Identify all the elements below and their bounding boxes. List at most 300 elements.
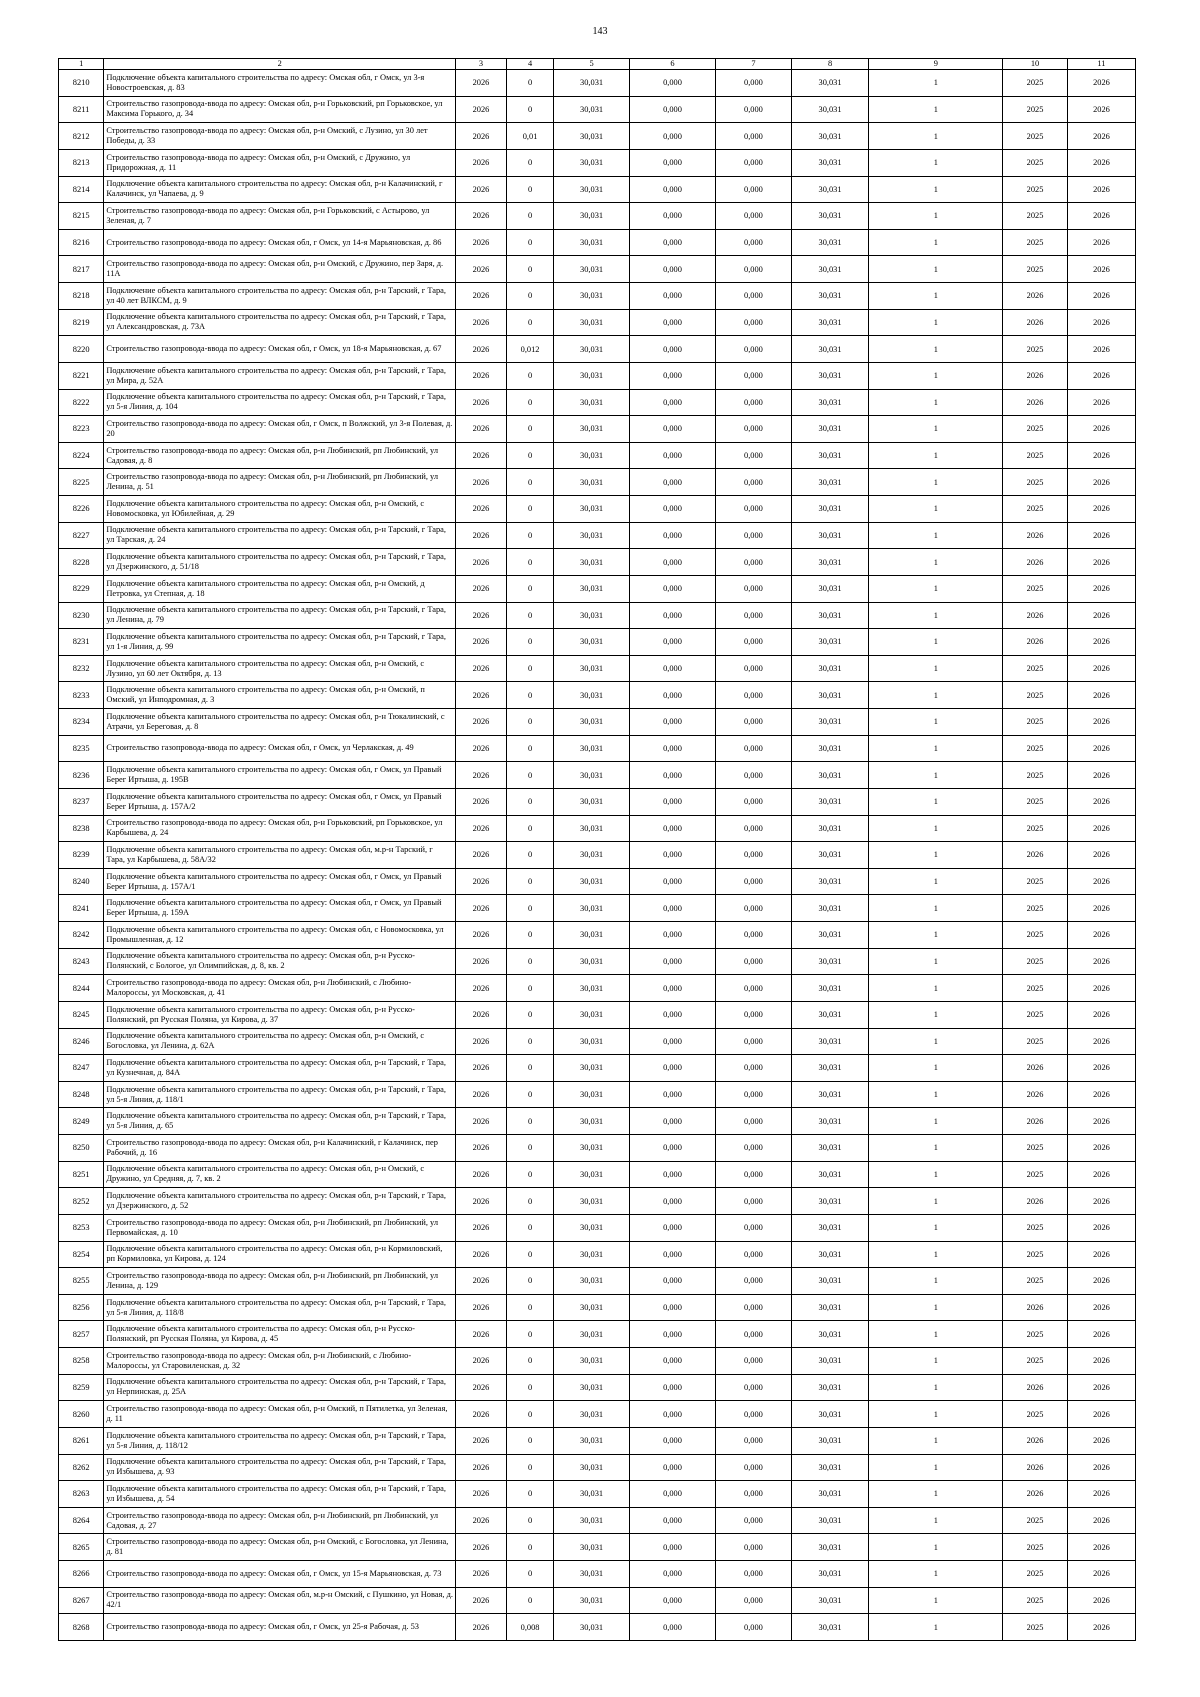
- row-number-cell: 8210: [59, 70, 104, 97]
- value-6-cell: 0,000: [629, 416, 715, 443]
- value-5-cell: 30,031: [554, 389, 630, 416]
- value-8-cell: 30,031: [791, 203, 869, 230]
- object-name-cell: Подключение объекта капитального строительства по адресу: Омская обл, р-н Омский, д Петровка, ул Степная, д. 18: [104, 575, 456, 602]
- value-7-cell: 0,000: [716, 868, 792, 895]
- row-number-cell: 8221: [59, 362, 104, 389]
- object-name-cell: Подключение объекта капитального строительства по адресу: Омская обл, р-н Тарский, г Тара, ул Избышева, д. 54: [104, 1481, 456, 1508]
- count-cell: 1: [869, 1427, 1003, 1454]
- end-year-cell: 2026: [1067, 70, 1135, 97]
- start-year-cell: 2025: [1003, 229, 1068, 256]
- value-5-cell: 30,031: [554, 1507, 630, 1534]
- end-year-cell: 2026: [1067, 682, 1135, 709]
- row-number-cell: 8245: [59, 1001, 104, 1028]
- length-cell: 0: [506, 948, 553, 975]
- register-table: [58, 58, 1136, 1641]
- start-year-cell: 2025: [1003, 922, 1068, 949]
- value-6-cell: 0,000: [629, 948, 715, 975]
- row-number-cell: 8228: [59, 549, 104, 576]
- value-5-cell: 30,031: [554, 283, 630, 310]
- length-cell: 0: [506, 815, 553, 842]
- value-8-cell: 30,031: [791, 1427, 869, 1454]
- object-name-cell: Подключение объекта капитального строительства по адресу: Омская обл, р-н Тарский, г Тара, ул Мира, д. 52А: [104, 362, 456, 389]
- row-number-cell: 8257: [59, 1321, 104, 1348]
- start-year-cell: 2025: [1003, 1561, 1068, 1588]
- table-row: [59, 575, 1136, 602]
- value-8-cell: 30,031: [791, 1321, 869, 1348]
- end-year-cell: 2026: [1067, 762, 1135, 789]
- value-5-cell: 30,031: [554, 1108, 630, 1135]
- value-8-cell: 30,031: [791, 1534, 869, 1561]
- row-number-cell: 8250: [59, 1135, 104, 1162]
- end-year-cell: 2026: [1067, 1268, 1135, 1295]
- value-6-cell: 0,000: [629, 1241, 715, 1268]
- table-row: [59, 496, 1136, 523]
- value-5-cell: 30,031: [554, 1614, 630, 1641]
- end-year-cell: 2026: [1067, 442, 1135, 469]
- value-7-cell: 0,000: [716, 1001, 792, 1028]
- value-6-cell: 0,000: [629, 1587, 715, 1614]
- value-7-cell: 0,000: [716, 256, 792, 283]
- start-year-cell: 2025: [1003, 1028, 1068, 1055]
- table-row: [59, 895, 1136, 922]
- year-cell: 2026: [456, 336, 507, 363]
- value-7-cell: 0,000: [716, 1161, 792, 1188]
- column-header: 3: [456, 59, 507, 70]
- value-7-cell: 0,000: [716, 975, 792, 1002]
- table-row: [59, 788, 1136, 815]
- value-6-cell: 0,000: [629, 815, 715, 842]
- table-row: [59, 123, 1136, 150]
- table-row: [59, 1321, 1136, 1348]
- value-7-cell: 0,000: [716, 629, 792, 656]
- length-cell: 0: [506, 1321, 553, 1348]
- year-cell: 2026: [456, 1507, 507, 1534]
- value-5-cell: 30,031: [554, 469, 630, 496]
- year-cell: 2026: [456, 70, 507, 97]
- end-year-cell: 2026: [1067, 1294, 1135, 1321]
- table-row: [59, 735, 1136, 762]
- year-cell: 2026: [456, 1374, 507, 1401]
- row-number-cell: 8244: [59, 975, 104, 1002]
- value-8-cell: 30,031: [791, 389, 869, 416]
- row-number-cell: 8231: [59, 629, 104, 656]
- end-year-cell: 2026: [1067, 948, 1135, 975]
- end-year-cell: 2026: [1067, 975, 1135, 1002]
- count-cell: 1: [869, 1108, 1003, 1135]
- start-year-cell: 2025: [1003, 1534, 1068, 1561]
- start-year-cell: 2025: [1003, 336, 1068, 363]
- year-cell: 2026: [456, 1241, 507, 1268]
- value-6-cell: 0,000: [629, 1561, 715, 1588]
- end-year-cell: 2026: [1067, 336, 1135, 363]
- value-6-cell: 0,000: [629, 1294, 715, 1321]
- value-7-cell: 0,000: [716, 1294, 792, 1321]
- value-8-cell: 30,031: [791, 469, 869, 496]
- length-cell: 0: [506, 868, 553, 895]
- table-row: [59, 629, 1136, 656]
- value-8-cell: 30,031: [791, 895, 869, 922]
- value-5-cell: 30,031: [554, 522, 630, 549]
- year-cell: 2026: [456, 948, 507, 975]
- year-cell: 2026: [456, 655, 507, 682]
- start-year-cell: 2026: [1003, 629, 1068, 656]
- year-cell: 2026: [456, 895, 507, 922]
- value-6-cell: 0,000: [629, 1055, 715, 1082]
- object-name-cell: Строительство газопровода-ввода по адресу: Омская обл, г Омск, ул 15-я Марьяновская, д. 73: [104, 1561, 456, 1588]
- object-name-cell: Подключение объекта капитального строительства по адресу: Омская обл, р-н Тюкалинский, с Атрачи, ул Береговая, д. 8: [104, 709, 456, 736]
- start-year-cell: 2025: [1003, 1161, 1068, 1188]
- year-cell: 2026: [456, 283, 507, 310]
- end-year-cell: 2026: [1067, 522, 1135, 549]
- end-year-cell: 2026: [1067, 1507, 1135, 1534]
- value-8-cell: 30,031: [791, 655, 869, 682]
- end-year-cell: 2026: [1067, 1161, 1135, 1188]
- value-6-cell: 0,000: [629, 123, 715, 150]
- object-name-cell: Подключение объекта капитального строительства по адресу: Омская обл, г Омск, ул Правый Берег Иртыша, д. 195В: [104, 762, 456, 789]
- count-cell: 1: [869, 602, 1003, 629]
- value-5-cell: 30,031: [554, 362, 630, 389]
- value-7-cell: 0,000: [716, 1028, 792, 1055]
- value-6-cell: 0,000: [629, 203, 715, 230]
- count-cell: 1: [869, 70, 1003, 97]
- table-row: [59, 256, 1136, 283]
- value-6-cell: 0,000: [629, 1374, 715, 1401]
- value-8-cell: 30,031: [791, 1481, 869, 1508]
- object-name-cell: Подключение объекта капитального строительства по адресу: Омская обл, р-н Русско-Полянский, рп Русская Поляна, ул Кирова, д. 45: [104, 1321, 456, 1348]
- object-name-cell: Подключение объекта капитального строительства по адресу: Омская обл, р-н Тарский, г Тара, ул 5-я Линия, д. 118/8: [104, 1294, 456, 1321]
- object-name-cell: Строительство газопровода-ввода по адресу: Омская обл, м.р-н Омский, с Пушкино, ул Новая, д. 42/1: [104, 1587, 456, 1614]
- year-cell: 2026: [456, 1614, 507, 1641]
- object-name-cell: Строительство газопровода-ввода по адресу: Омская обл, р-н Омский, п Пятилетка, ул Зеленая, д. 11: [104, 1401, 456, 1428]
- row-number-cell: 8225: [59, 469, 104, 496]
- object-name-cell: Строительство газопровода-ввода по адресу: Омская обл, р-н Горьковский, рп Горьковское, ул Максима Горького, д. 34: [104, 96, 456, 123]
- row-number-cell: 8234: [59, 709, 104, 736]
- length-cell: 0: [506, 1374, 553, 1401]
- value-7-cell: 0,000: [716, 1427, 792, 1454]
- value-7-cell: 0,000: [716, 123, 792, 150]
- count-cell: 1: [869, 788, 1003, 815]
- value-7-cell: 0,000: [716, 842, 792, 869]
- start-year-cell: 2025: [1003, 149, 1068, 176]
- end-year-cell: 2026: [1067, 1614, 1135, 1641]
- object-name-cell: Подключение объекта капитального строительства по адресу: Омская обл, р-н Тарский, г Тара, ул 5-я Линия, д. 118/12: [104, 1427, 456, 1454]
- row-number-cell: 8237: [59, 788, 104, 815]
- object-name-cell: Строительство газопровода-ввода по адресу: Омская обл, р-н Омский, с Дружино, пер Заря, д. 11А: [104, 256, 456, 283]
- length-cell: 0: [506, 1294, 553, 1321]
- value-5-cell: 30,031: [554, 1587, 630, 1614]
- end-year-cell: 2026: [1067, 735, 1135, 762]
- length-cell: 0: [506, 1401, 553, 1428]
- value-5-cell: 30,031: [554, 735, 630, 762]
- table-row: [59, 70, 1136, 97]
- value-8-cell: 30,031: [791, 336, 869, 363]
- table-row: [59, 469, 1136, 496]
- end-year-cell: 2026: [1067, 1055, 1135, 1082]
- value-8-cell: 30,031: [791, 788, 869, 815]
- start-year-cell: 2026: [1003, 309, 1068, 336]
- row-number-cell: 8224: [59, 442, 104, 469]
- value-6-cell: 0,000: [629, 1348, 715, 1375]
- row-number-cell: 8236: [59, 762, 104, 789]
- year-cell: 2026: [456, 469, 507, 496]
- start-year-cell: 2025: [1003, 496, 1068, 523]
- end-year-cell: 2026: [1067, 815, 1135, 842]
- end-year-cell: 2026: [1067, 1561, 1135, 1588]
- count-cell: 1: [869, 1188, 1003, 1215]
- year-cell: 2026: [456, 203, 507, 230]
- table-row: [59, 522, 1136, 549]
- value-5-cell: 30,031: [554, 549, 630, 576]
- object-name-cell: Строительство газопровода-ввода по адресу: Омская обл, р-н Любинский, рп Любинский, ул Садовая, д. 27: [104, 1507, 456, 1534]
- start-year-cell: 2025: [1003, 1587, 1068, 1614]
- value-5-cell: 30,031: [554, 496, 630, 523]
- row-number-cell: 8256: [59, 1294, 104, 1321]
- end-year-cell: 2026: [1067, 1081, 1135, 1108]
- object-name-cell: Подключение объекта капитального строительства по адресу: Омская обл, р-н Тарский, г Тара, ул 5-я Линия, д. 65: [104, 1108, 456, 1135]
- length-cell: 0: [506, 629, 553, 656]
- year-cell: 2026: [456, 1108, 507, 1135]
- start-year-cell: 2025: [1003, 1348, 1068, 1375]
- start-year-cell: 2025: [1003, 1614, 1068, 1641]
- year-cell: 2026: [456, 96, 507, 123]
- value-6-cell: 0,000: [629, 629, 715, 656]
- object-name-cell: Строительство газопровода-ввода по адресу: Омская обл, р-н Омский, с Лузино, ул 30 лет Победы, д. 33: [104, 123, 456, 150]
- year-cell: 2026: [456, 309, 507, 336]
- column-header: 11: [1067, 59, 1135, 70]
- count-cell: 1: [869, 948, 1003, 975]
- column-header: 10: [1003, 59, 1068, 70]
- value-7-cell: 0,000: [716, 416, 792, 443]
- value-8-cell: 30,031: [791, 96, 869, 123]
- value-7-cell: 0,000: [716, 1374, 792, 1401]
- year-cell: 2026: [456, 1081, 507, 1108]
- count-cell: 1: [869, 203, 1003, 230]
- year-cell: 2026: [456, 975, 507, 1002]
- end-year-cell: 2026: [1067, 1348, 1135, 1375]
- end-year-cell: 2026: [1067, 256, 1135, 283]
- count-cell: 1: [869, 1241, 1003, 1268]
- year-cell: 2026: [456, 1188, 507, 1215]
- value-8-cell: 30,031: [791, 1214, 869, 1241]
- start-year-cell: 2025: [1003, 868, 1068, 895]
- value-6-cell: 0,000: [629, 1161, 715, 1188]
- column-number-row: [59, 59, 1136, 70]
- row-number-cell: 8251: [59, 1161, 104, 1188]
- end-year-cell: 2026: [1067, 389, 1135, 416]
- length-cell: 0: [506, 256, 553, 283]
- count-cell: 1: [869, 1028, 1003, 1055]
- row-number-cell: 8220: [59, 336, 104, 363]
- table-row: [59, 1241, 1136, 1268]
- value-5-cell: 30,031: [554, 1081, 630, 1108]
- end-year-cell: 2026: [1067, 575, 1135, 602]
- value-7-cell: 0,000: [716, 309, 792, 336]
- start-year-cell: 2026: [1003, 1055, 1068, 1082]
- length-cell: 0: [506, 922, 553, 949]
- year-cell: 2026: [456, 389, 507, 416]
- value-8-cell: 30,031: [791, 922, 869, 949]
- value-8-cell: 30,031: [791, 1561, 869, 1588]
- length-cell: 0: [506, 1135, 553, 1162]
- start-year-cell: 2026: [1003, 1454, 1068, 1481]
- row-number-cell: 8214: [59, 176, 104, 203]
- row-number-cell: 8239: [59, 842, 104, 869]
- length-cell: 0: [506, 389, 553, 416]
- start-year-cell: 2025: [1003, 975, 1068, 1002]
- value-5-cell: 30,031: [554, 1321, 630, 1348]
- value-7-cell: 0,000: [716, 735, 792, 762]
- table-row: [59, 975, 1136, 1002]
- count-cell: 1: [869, 1001, 1003, 1028]
- length-cell: 0: [506, 1507, 553, 1534]
- value-6-cell: 0,000: [629, 149, 715, 176]
- value-6-cell: 0,000: [629, 1108, 715, 1135]
- value-6-cell: 0,000: [629, 1401, 715, 1428]
- value-5-cell: 30,031: [554, 96, 630, 123]
- year-cell: 2026: [456, 1268, 507, 1295]
- year-cell: 2026: [456, 442, 507, 469]
- end-year-cell: 2026: [1067, 496, 1135, 523]
- length-cell: 0: [506, 682, 553, 709]
- value-5-cell: 30,031: [554, 709, 630, 736]
- value-5-cell: 30,031: [554, 1374, 630, 1401]
- year-cell: 2026: [456, 1028, 507, 1055]
- value-6-cell: 0,000: [629, 1028, 715, 1055]
- table-row: [59, 96, 1136, 123]
- year-cell: 2026: [456, 1348, 507, 1375]
- row-number-cell: 8212: [59, 123, 104, 150]
- end-year-cell: 2026: [1067, 1135, 1135, 1162]
- value-7-cell: 0,000: [716, 1268, 792, 1295]
- start-year-cell: 2025: [1003, 1507, 1068, 1534]
- value-8-cell: 30,031: [791, 1241, 869, 1268]
- count-cell: 1: [869, 1214, 1003, 1241]
- year-cell: 2026: [456, 788, 507, 815]
- value-5-cell: 30,031: [554, 1348, 630, 1375]
- value-5-cell: 30,031: [554, 1454, 630, 1481]
- length-cell: 0: [506, 1454, 553, 1481]
- start-year-cell: 2026: [1003, 389, 1068, 416]
- value-5-cell: 30,031: [554, 336, 630, 363]
- row-number-cell: 8226: [59, 496, 104, 523]
- row-number-cell: 8229: [59, 575, 104, 602]
- end-year-cell: 2026: [1067, 922, 1135, 949]
- row-number-cell: 8241: [59, 895, 104, 922]
- value-8-cell: 30,031: [791, 1001, 869, 1028]
- count-cell: 1: [869, 416, 1003, 443]
- value-8-cell: 30,031: [791, 1348, 869, 1375]
- start-year-cell: 2025: [1003, 682, 1068, 709]
- value-5-cell: 30,031: [554, 922, 630, 949]
- row-number-cell: 8232: [59, 655, 104, 682]
- value-6-cell: 0,000: [629, 389, 715, 416]
- value-6-cell: 0,000: [629, 575, 715, 602]
- object-name-cell: Подключение объекта капитального строительства по адресу: Омская обл, р-н Тарский, г Тара, ул 5-я Линия, д. 104: [104, 389, 456, 416]
- table-row: [59, 309, 1136, 336]
- table-row: [59, 149, 1136, 176]
- length-cell: 0: [506, 1561, 553, 1588]
- count-cell: 1: [869, 1294, 1003, 1321]
- length-cell: 0: [506, 1241, 553, 1268]
- end-year-cell: 2026: [1067, 1401, 1135, 1428]
- value-5-cell: 30,031: [554, 788, 630, 815]
- count-cell: 1: [869, 309, 1003, 336]
- table-row: [59, 602, 1136, 629]
- value-7-cell: 0,000: [716, 149, 792, 176]
- start-year-cell: 2026: [1003, 1481, 1068, 1508]
- value-5-cell: 30,031: [554, 575, 630, 602]
- start-year-cell: 2025: [1003, 1241, 1068, 1268]
- row-number-cell: 8213: [59, 149, 104, 176]
- end-year-cell: 2026: [1067, 96, 1135, 123]
- year-cell: 2026: [456, 1055, 507, 1082]
- value-7-cell: 0,000: [716, 496, 792, 523]
- value-8-cell: 30,031: [791, 522, 869, 549]
- length-cell: 0: [506, 1214, 553, 1241]
- length-cell: 0: [506, 149, 553, 176]
- end-year-cell: 2026: [1067, 123, 1135, 150]
- value-6-cell: 0,000: [629, 309, 715, 336]
- value-8-cell: 30,031: [791, 123, 869, 150]
- object-name-cell: Строительство газопровода-ввода по адресу: Омская обл, р-н Любинский, рп Любинский, ул Садовая, д. 8: [104, 442, 456, 469]
- length-cell: 0: [506, 522, 553, 549]
- start-year-cell: 2025: [1003, 948, 1068, 975]
- table-row: [59, 1401, 1136, 1428]
- object-name-cell: Строительство газопровода-ввода по адресу: Омская обл, р-н Горьковский, рп Горьковское, ул Карбышева, д. 24: [104, 815, 456, 842]
- table-row: [59, 389, 1136, 416]
- value-6-cell: 0,000: [629, 70, 715, 97]
- value-6-cell: 0,000: [629, 549, 715, 576]
- length-cell: 0: [506, 96, 553, 123]
- end-year-cell: 2026: [1067, 549, 1135, 576]
- object-name-cell: Подключение объекта капитального строительства по адресу: Омская обл, р-н Калачинский, г Калачинск, ул Чапаева, д. 9: [104, 176, 456, 203]
- table-row: [59, 1507, 1136, 1534]
- end-year-cell: 2026: [1067, 1454, 1135, 1481]
- table-row: [59, 1427, 1136, 1454]
- value-8-cell: 30,031: [791, 1188, 869, 1215]
- value-5-cell: 30,031: [554, 762, 630, 789]
- count-cell: 1: [869, 1614, 1003, 1641]
- value-5-cell: 30,031: [554, 1534, 630, 1561]
- value-7-cell: 0,000: [716, 602, 792, 629]
- value-7-cell: 0,000: [716, 336, 792, 363]
- value-5-cell: 30,031: [554, 1161, 630, 1188]
- value-6-cell: 0,000: [629, 1507, 715, 1534]
- value-8-cell: 30,031: [791, 176, 869, 203]
- table-row: [59, 1614, 1136, 1641]
- count-cell: 1: [869, 575, 1003, 602]
- value-5-cell: 30,031: [554, 1268, 630, 1295]
- object-name-cell: Подключение объекта капитального строительства по адресу: Омская обл, р-н Тарский, г Тара, ул Дзержинского, д. 52: [104, 1188, 456, 1215]
- row-number-cell: 8211: [59, 96, 104, 123]
- object-name-cell: Подключение объекта капитального строительства по адресу: Омская обл, р-н Омский, с Лузино, ул 60 лет Октября, д. 13: [104, 655, 456, 682]
- start-year-cell: 2025: [1003, 70, 1068, 97]
- value-6-cell: 0,000: [629, 469, 715, 496]
- length-cell: 0,008: [506, 1614, 553, 1641]
- start-year-cell: 2025: [1003, 1214, 1068, 1241]
- row-number-cell: 8267: [59, 1587, 104, 1614]
- length-cell: 0: [506, 655, 553, 682]
- count-cell: 1: [869, 655, 1003, 682]
- length-cell: 0: [506, 1481, 553, 1508]
- count-cell: 1: [869, 815, 1003, 842]
- table-row: [59, 1587, 1136, 1614]
- count-cell: 1: [869, 1507, 1003, 1534]
- row-number-cell: 8219: [59, 309, 104, 336]
- length-cell: 0: [506, 469, 553, 496]
- year-cell: 2026: [456, 682, 507, 709]
- start-year-cell: 2025: [1003, 788, 1068, 815]
